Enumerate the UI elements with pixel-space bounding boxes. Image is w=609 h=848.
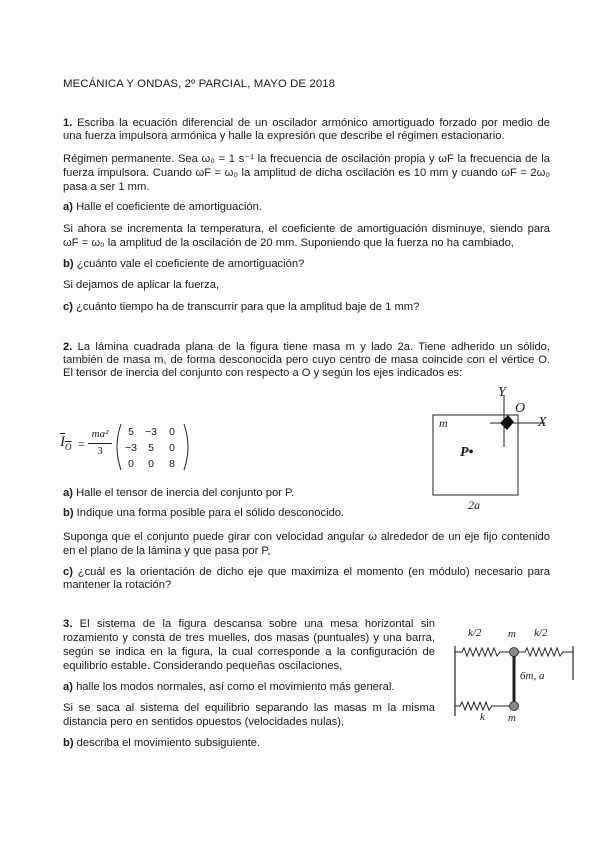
problem3-intro [63,617,435,673]
tensor-factor-num: ma² [91,428,109,440]
problem3-number: 3. [63,618,73,630]
problem2-b-label: b) [63,507,74,519]
problem2-a-label: a) [63,487,73,499]
problem3-push: Si se saca al sistema del equilibrio separando las masas m la misma distancia pero en sentidos opuestos (velocidades nulas), [63,702,435,728]
problem1-regime: Régimen permanente. Sea ω₀ = 1 s⁻¹ la frecuencia de oscilación propia y ωF la frecuencia de la fuerza impulsora. Cuando ωF = ω₀ la amplitud de dicha oscilación es 10 mm y cuando ωF = 2ω₀ pasa a ser 1 mm. [63,153,550,193]
problem2-intro-text: La lámina cuadrada plana de la figura tiene masa m y lado 2a. Tiene adherido un sólido, también de masa m, de forma desconocida pero cuyo centro de masa coincide con el vértice O. El tensor de inercia del conjunto con respecto a O y según los ejes indicados es: [63,341,551,379]
plate-drawing [430,385,560,515]
matrix-cell: 0 [148,458,154,470]
problem3-b-label: b) [63,737,74,749]
matrix-cell: −3 [125,442,137,454]
spring-k-label: k [480,711,485,723]
problem2-b-text: Indique una forma posible para el sólido desconocido. [76,507,345,519]
inertia-tensor-equation [60,420,190,475]
problem1-c-text: ¿cuánto tiempo ha de transcurrir para que la amplitud baje de 1 mm? [76,301,420,313]
mass-m-top-label: m [508,628,516,640]
matrix-cell: 0 [128,458,134,470]
problem1-number: 1. [63,117,73,129]
problem1-part-c [63,301,419,314]
matrix-cell: 5 [148,442,154,454]
problem1-intro-text: Escriba la ecuación diferencial de un oscilador armónico amortiguado forzado por medio de una fuerza impulsora armónica y halle la expresión que describe el régimen estacionario. [63,117,551,142]
matrix-cell: 8 [169,458,175,470]
problem2-part-b [63,507,344,520]
problem1-intro [63,117,550,143]
mass-m-bottom-label: m [508,712,516,724]
side-2a-label: 2a [468,498,480,512]
exam-title: MECÁNICA Y ONDAS, 2º PARCIAL, MAYO DE 2018 [63,78,336,90]
problem3-b-text: describa el movimiento subsiguiente. [76,737,261,749]
matrix-cell: 0 [169,426,175,438]
problem1-temperature: Si ahora se incrementa la temperatura, el coeficiente de amortiguación disminuye, siendo para ωF = ω₀ la amplitud de la oscilación de 20 mm. Suponiendo que la fuerza no ha cambiado, [63,223,550,249]
tensor-equals: = [78,437,85,451]
problem3-a-label: a) [63,681,73,693]
plate-figure [430,385,560,515]
axis-y-label: Y [498,385,506,400]
matrix-cell: 5 [128,426,134,438]
bar-label: 6m, a [520,670,545,682]
problem2-part-c [63,566,550,592]
problem3-part-a [63,681,394,694]
problem3-a-text: halle los modos normales, así como el movimiento más general. [76,681,395,693]
problem3-intro-text: El sistema de la figura descansa sobre una mesa horizontal sin rozamiento y consta de tres muelles, dos masas (puntuales) y una barra, según se indica en la figura, la cual corresponde a la configuración de equilibrio estable. Considerando pequeñas oscilaciones, [63,618,436,672]
problem2-c-text: ¿cuál es la orientación de dicho eje que maximiza el momento (en módulo) necesario para mantener la rotación? [63,566,551,591]
problem1-part-b [63,258,304,271]
problem1-c-label: c) [63,301,73,313]
origin-o-label: O [515,401,526,416]
tensor-lhs: I [60,434,65,450]
axis-x-label: X [538,415,547,430]
mass-m-label: m [439,416,448,430]
problem1-stop-force: Si dejamos de aplicar la fuerza, [63,279,220,291]
springs-figure [450,622,580,732]
problem2-intro [63,341,550,380]
problem1-b-text: ¿cuánto vale el coeficiente de amortiguación? [76,258,305,270]
problem1-part-a [63,201,262,214]
spring-k2-right-label: k/2 [534,627,548,639]
problem3-part-b [63,737,260,750]
tensor-sub: O [65,442,72,452]
problem2-number: 2. [63,341,73,353]
matrix-cell: −3 [145,426,157,438]
problem2-rotation: Suponga que el conjunto puede girar con velocidad angular ω alrededor de un eje fijo contenido en el plano de la lámina y que pasa por P, [63,531,550,557]
tensor-factor-den: 3 [97,445,103,457]
point-p-label: P• [460,445,474,460]
matrix-cell: 0 [169,442,175,454]
problem2-part-a [63,487,294,500]
spring-k2-left-label: k/2 [468,627,482,639]
problem1-a-text: Halle el coeficiente de amortiguación. [76,201,263,213]
problem1-b-label: b) [63,258,74,270]
problem2-c-label: c) [63,566,73,578]
problem1-a-label: a) [63,201,73,213]
problem2-a-text: Halle el tensor de inercia del conjunto por P. [76,487,295,499]
